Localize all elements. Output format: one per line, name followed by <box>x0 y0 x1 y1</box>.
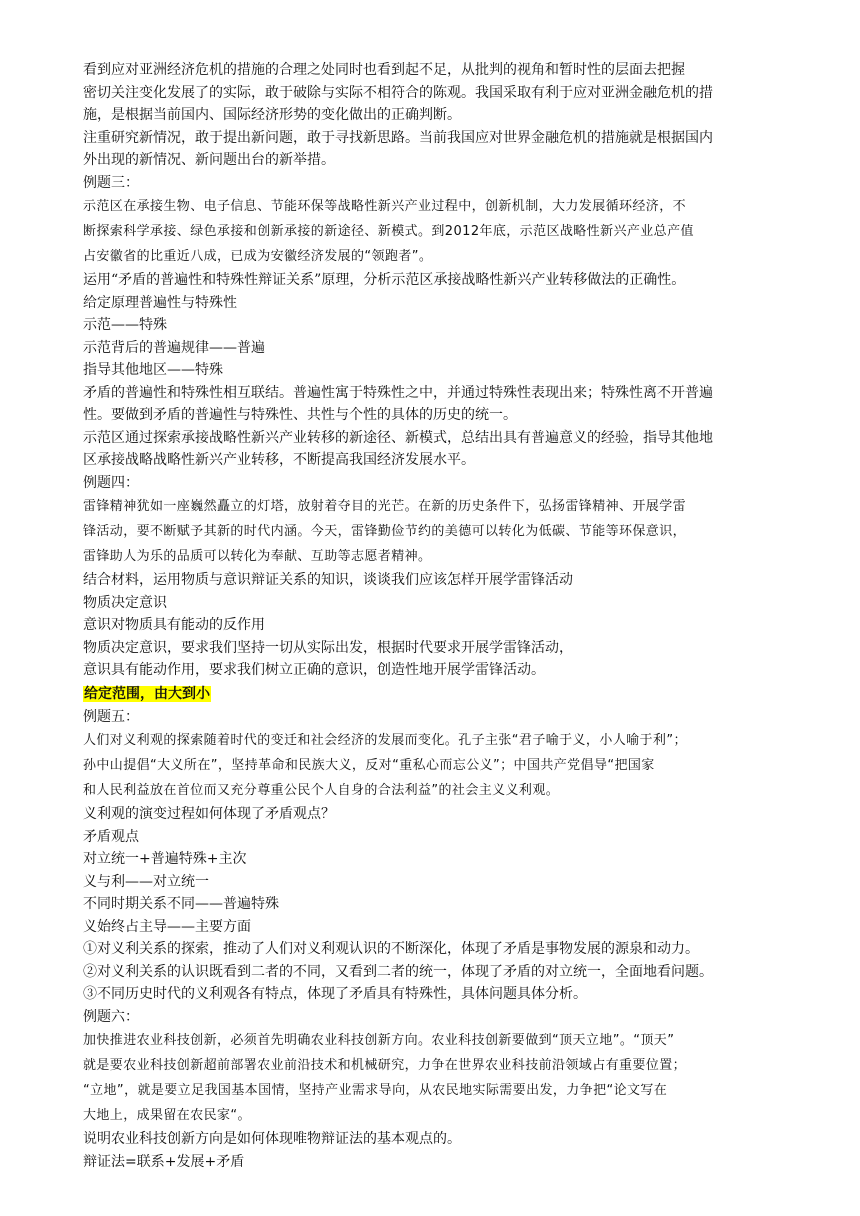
material-quote-line: 人们对义利观的探索随着时代的变迁和社会经济的发展而变化。孔子主张“君子喻于义，小人喻于利”； <box>83 733 687 748</box>
text-line: 性。要做到矛盾的普遍性与特殊性、共性与个性的具体的历史的统一。 <box>83 407 517 423</box>
text-line: 注重研究新情况，敢于提出新问题，敢于寻找新思路。当前我国应对世界金融危机的措施就是根据国内 <box>83 129 713 146</box>
text-line: 施，是根据当前国内、国际经济形势的变化做出的正确判断。 <box>83 107 461 123</box>
answer-point: ③不同历史时代的义利观各有特点，体现了矛盾具有特殊性，具体问题具体分析。 <box>83 986 587 1002</box>
text-line: 示范背后的普遍规律——普遍 <box>83 339 265 356</box>
document-page <box>83 59 783 1173</box>
material-quote-line: 加快推进农业科技创新，必须首先明确农业科技创新方向。农业科技创新要做到“顶天立地”。“顶天” <box>83 1033 675 1048</box>
example-heading: 例题五： <box>83 708 139 725</box>
text-line: 看到应对亚洲经济危机的措施的合理之处同时也看到起不足，从批判的视角和暂时性的层面去把握 <box>83 62 685 78</box>
text-line: 示范区通过探索承接战略性新兴产业转移的新途径、新模式，总结出具有普遍意义的经验，指导其他地 <box>83 429 713 446</box>
material-quote-line: 大地上，成果留在农民家“。 <box>83 1108 251 1123</box>
text-line: 指导其他地区——特殊 <box>83 362 223 378</box>
text-line: 给定原理普遍性与特殊性 <box>83 294 237 311</box>
text-line: 不同时期关系不同——普遍特殊 <box>83 896 279 912</box>
text-line: 义始终占主导——主要方面 <box>83 918 251 935</box>
text-line: 意识具有能动作用，要求我们树立正确的意识，创造性地开展学雷锋活动。 <box>83 662 545 678</box>
question-line: 结合材料，运用物质与意识辩证关系的知识，谈谈我们应该怎样开展学雷锋活动 <box>83 572 573 588</box>
text-line: 示范——特殊 <box>83 317 167 333</box>
text-line: 意识对物质具有能动的反作用 <box>83 617 265 633</box>
material-quote-line: 示范区在承接生物、电子信息、节能环保等战略性新兴产业过程中，创新机制，大力发展循环经济，不 <box>83 199 687 214</box>
material-quote-line: 雷锋精神犹如一座巍然矗立的灯塔，放射着夺目的光芒。在新的历史条件下，弘扬雷锋精神、开展学雷 <box>83 499 687 514</box>
text-line: 矛盾观点 <box>83 828 139 845</box>
material-quote-line: 占安徽省的比重近八成，已成为安徽经济发展的“领跑者”。 <box>83 249 433 264</box>
material-quote-line: 雷锋助人为乐的品质可以转化为奉献、互助等志愿者精神。 <box>83 549 432 564</box>
question-line: 义利观的演变过程如何体现了矛盾观点？ <box>83 806 335 822</box>
material-quote-line: 孙中山提倡“大义所在”，坚持革命和民族大义，反对“重私心而忘公义”；中国共产党倡导“把国家 <box>83 758 655 773</box>
text-line: 外出现的新情况、新问题出台的新举措。 <box>83 152 335 168</box>
material-quote-line: 和人民利益放在首位而又充分尊重公民个人自身的合法利益”的社会主义义利观。 <box>83 783 560 798</box>
material-quote-line: “立地”，就是要立足我国基本国情，坚持产业需求导向，从农民地实际需要出发，力争把“论文写在 <box>83 1083 668 1098</box>
text-line: 矛盾的普遍性和特殊性相互联结。普遍性寓于特殊性之中，并通过特殊性表现出来；特殊性离不开普遍 <box>83 384 713 401</box>
material-quote-line: 锋活动，要不断赋予其新的时代内涵。今天，雷锋勤俭节约的美德可以转化为低碳、节能等环保意识， <box>83 524 687 539</box>
text-line: 物质决定意识，要求我们坚持一切从实际出发，根据时代要求开展学雷锋活动， <box>83 639 573 656</box>
answer-point: ②对义利关系的认识既看到二者的不同，又看到二者的统一，体现了矛盾的对立统一，全面地看问题。 <box>83 963 713 980</box>
material-quote-line: 就是要农业科技创新超前部署农业前沿技术和机械研究，力争在世界农业科技前沿领域占有重要位置； <box>83 1058 687 1073</box>
highlight-row <box>83 682 783 706</box>
text-line: 密切关注变化发展了的实际，敢于破除与实际不相符合的陈观。我国采取有利于应对亚洲金融危机的措 <box>83 84 713 101</box>
text-line: 义与利——对立统一 <box>83 873 209 890</box>
text-line: 物质决定意识 <box>83 594 167 611</box>
highlighted-note: 给定范围，由大到小 <box>84 685 210 702</box>
text-line: 辩证法=联系+发展+矛盾 <box>83 1153 245 1170</box>
example-heading: 例题三： <box>83 174 139 191</box>
text-line: 对立统一+普遍特殊+主次 <box>83 851 247 867</box>
question-line: 说明农业科技创新方向是如何体现唯物辩证法的基本观点的。 <box>83 1131 461 1147</box>
answer-point: ①对义利关系的探索，推动了人们对义利观认识的不断深化，体现了矛盾是事物发展的源泉和动力。 <box>83 941 699 957</box>
text-line: 区承接战略战略性新兴产业转移，不断提高我国经济发展水平。 <box>83 452 475 468</box>
material-quote-line: 断探索科学承接、绿色承接和创新承接的新途径、新模式。到2012年底，示范区战略性新兴产业总产值 <box>83 224 694 239</box>
question-line: 运用“矛盾的普遍性和特殊性辩证关系”原理，分析示范区承接战略性新兴产业转移做法的正确性。 <box>83 272 686 288</box>
example-heading: 例题六： <box>83 1008 139 1025</box>
example-heading: 例题四： <box>83 474 139 491</box>
